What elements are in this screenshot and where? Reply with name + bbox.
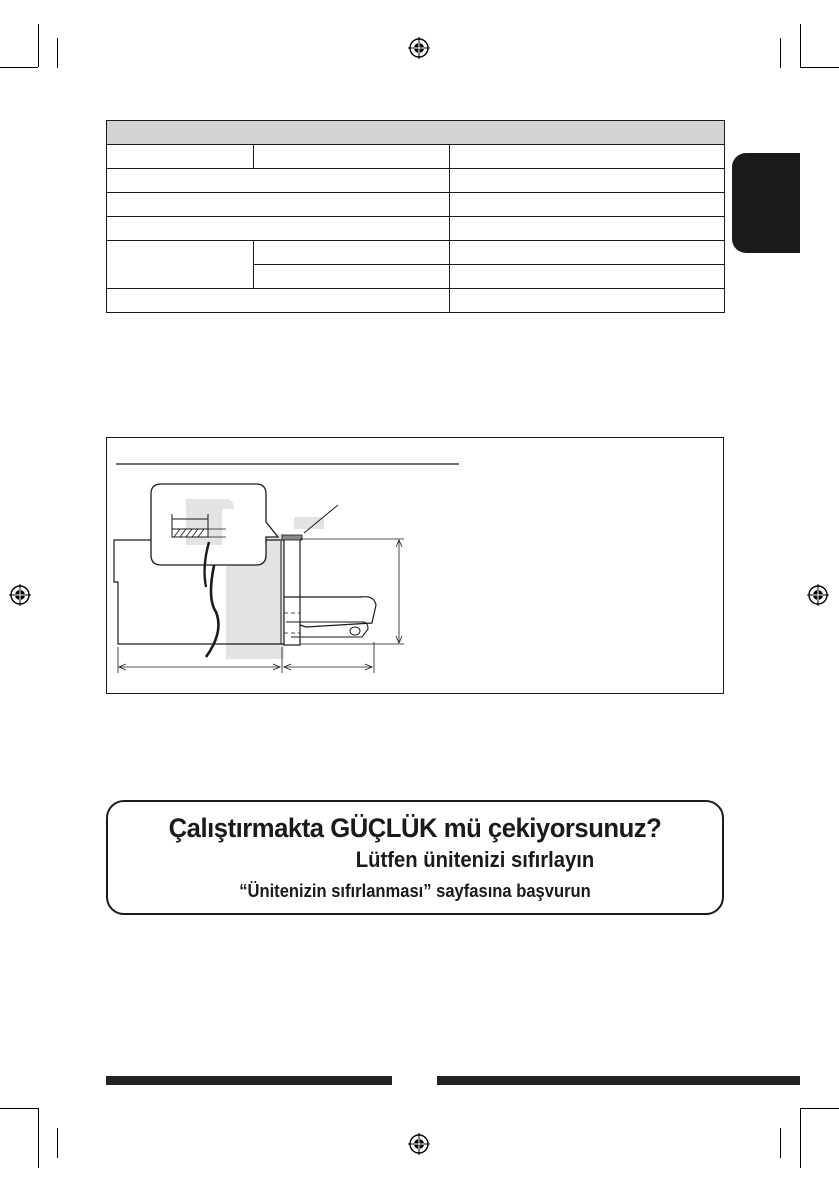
table-row (107, 169, 725, 193)
registration-mark-icon (807, 584, 829, 606)
table-cell (107, 289, 450, 313)
table-row (107, 193, 725, 217)
installation-diagram (106, 437, 724, 694)
reset-notice-box (106, 800, 724, 915)
table-row (107, 241, 725, 265)
notice-reference: “Ünitenizin sıfırlanması” sayfasına başvurun (239, 881, 591, 901)
table-row (107, 217, 725, 241)
table-cell (107, 241, 254, 289)
table-cell (254, 265, 450, 289)
table-cell (450, 193, 725, 217)
table-row (107, 145, 725, 169)
registration-mark-icon (408, 37, 430, 59)
table-cell (107, 217, 450, 241)
table-cell (450, 265, 725, 289)
table-cell (450, 241, 725, 265)
spec-table (106, 120, 725, 313)
bottom-bar-left (106, 1076, 392, 1085)
table-header-row (107, 121, 725, 145)
table-cell (107, 145, 254, 169)
notice-title: Çalıştırmakta GÜÇLÜK mü çekiyorsunuz? (168, 813, 662, 843)
registration-mark-icon (9, 584, 31, 606)
table-cell (450, 169, 725, 193)
table-cell (107, 193, 450, 217)
table-cell (107, 169, 450, 193)
notice-subtitle: Lütfen ünitenizi sıfırlayın (355, 847, 595, 872)
table-row (107, 289, 725, 313)
language-side-tab (732, 153, 800, 253)
table-cell (254, 145, 450, 169)
table-header-cell (107, 121, 725, 145)
table-cell (450, 217, 725, 241)
table-cell (254, 241, 450, 265)
bottom-bar-right (437, 1076, 800, 1085)
table-cell (450, 289, 725, 313)
registration-mark-icon (408, 1133, 430, 1155)
table-cell (450, 145, 725, 169)
